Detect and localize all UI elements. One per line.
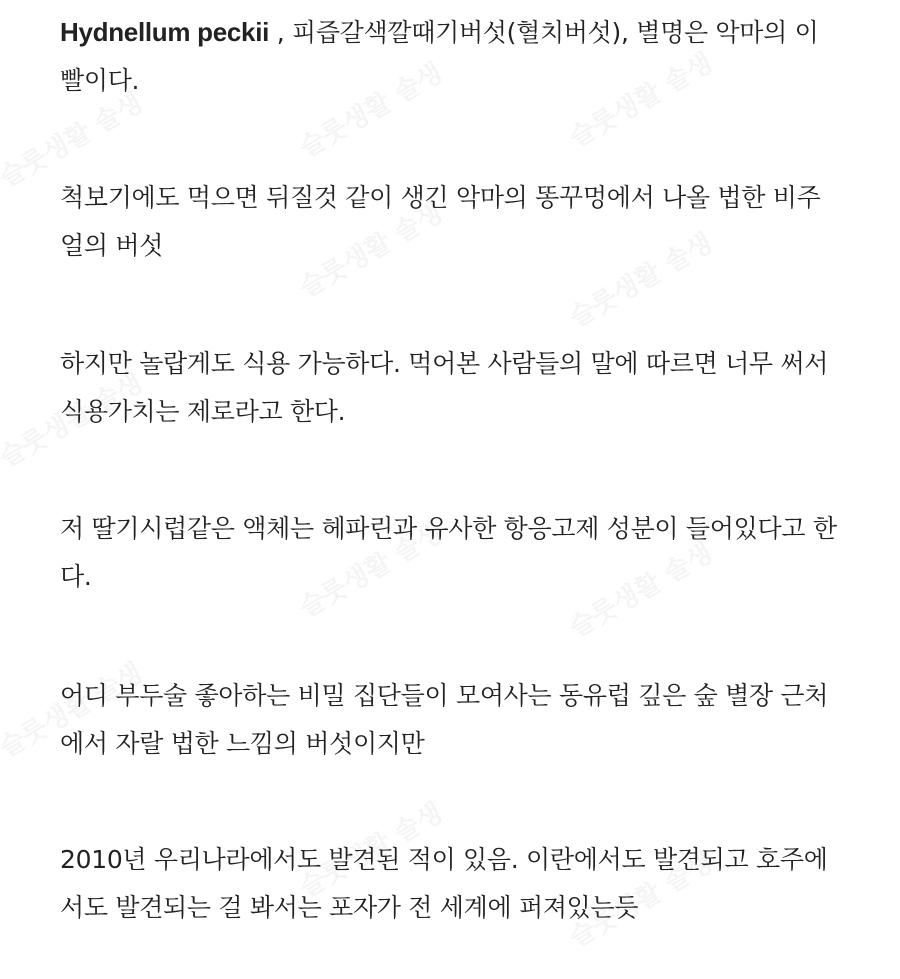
paragraph: 하지만 놀랍게도 식용 가능하다. 먹어본 사람들의 말에 따르면 너무 써서 식용가치는 제로라고 한다. — [60, 349, 829, 426]
scientific-name: Hydnellum peckii — [60, 17, 270, 47]
paragraph: 척보기에도 먹으면 뒤질것 같이 생긴 악마의 똥꾸멍에서 나올 법한 비주얼의 버섯 — [60, 183, 821, 260]
paragraph-text: , 피즙갈색깔때기버섯(혈치버섯), 별명은 악마의 이빨이다. — [60, 18, 819, 95]
paragraph: 2010년 우리나라에서도 발견된 적이 있음. 이란에서도 발견되고 호주에서도 발견되는 걸 봐서는 포자가 전 세계에 퍼져있는듯 — [60, 845, 828, 922]
paragraph-intro — [60, 8, 840, 105]
paragraph: 저 딸기시럽같은 액체는 헤파린과 유사한 항응고제 성분이 들어있다고 한다. — [60, 514, 837, 591]
paragraph: 어디 부두술 좋아하는 비밀 집단들이 모여사는 동유럽 깊은 숲 별장 근처에서 자랄 법한 느낌의 버섯이지만 — [60, 681, 829, 758]
